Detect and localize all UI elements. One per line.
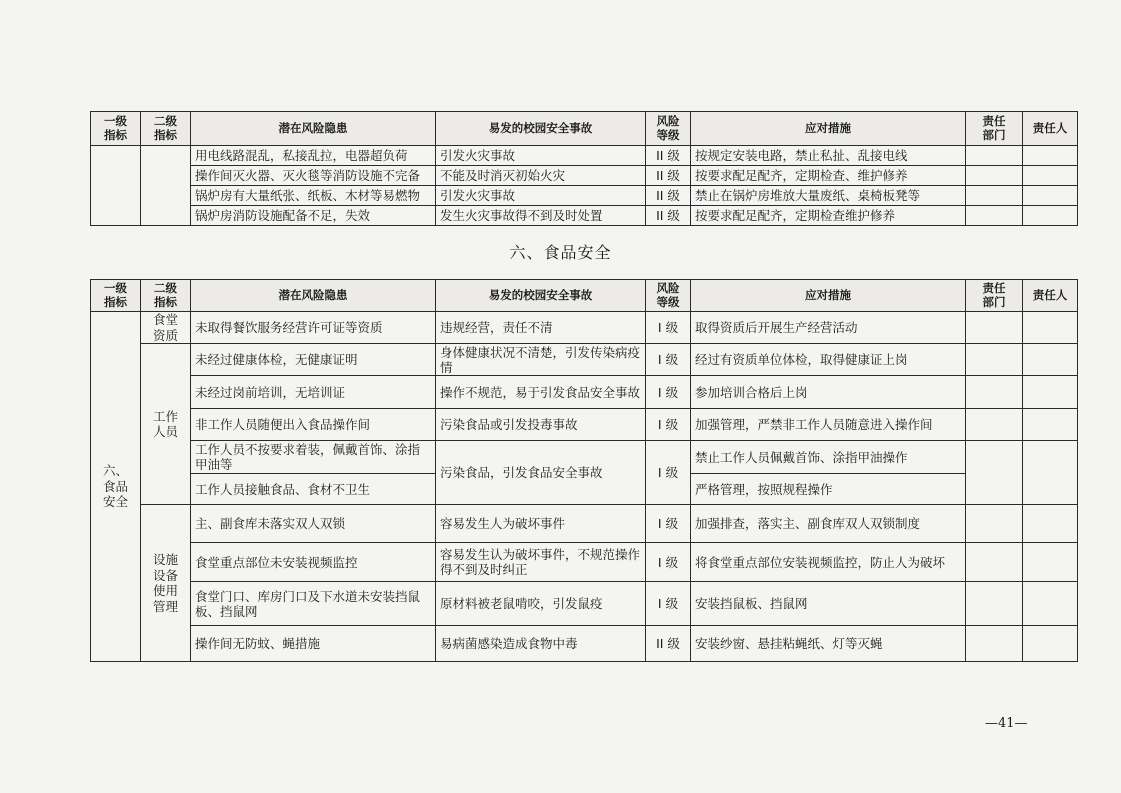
measure-cell: 将食堂重点部位安装视频监控，防止人为破坏	[691, 543, 966, 582]
measure-cell: 禁止在锅炉房堆放大量废纸、桌椅板凳等	[691, 186, 966, 206]
dept-cell	[966, 505, 1023, 543]
risk-cell: I 级	[646, 344, 691, 376]
level2-qualification: 食堂 资质	[141, 312, 191, 344]
accident-cell: 污染食品，引发食品安全事故	[436, 441, 646, 505]
table-row	[91, 376, 1078, 409]
measure-cell: 按要求配足配齐，定期检查维护修养	[691, 206, 966, 226]
header-person: 责任人	[1023, 112, 1078, 146]
table-row	[91, 582, 1078, 626]
dept-cell	[966, 582, 1023, 626]
risk-cell: I 级	[646, 505, 691, 543]
dept-cell	[966, 344, 1023, 376]
header-level2: 二级 指标	[141, 280, 191, 312]
measure-cell: 禁止工作人员佩戴首饰、涂指甲油操作	[691, 441, 966, 474]
dept-cell	[966, 441, 1023, 505]
section-title: 六、食品安全	[509, 243, 612, 262]
person-cell	[1023, 312, 1078, 344]
person-cell	[1023, 206, 1078, 226]
person-cell	[1023, 186, 1078, 206]
dept-cell	[966, 626, 1023, 662]
table-row	[91, 626, 1078, 662]
hazard-cell: 工作人员不按要求着装，佩戴首饰、涂指甲油等	[191, 441, 436, 474]
table-row	[91, 543, 1078, 582]
table-header-row	[91, 112, 1078, 146]
hazard-cell: 未经过健康体检，无健康证明	[191, 344, 436, 376]
dept-cell	[966, 543, 1023, 582]
measure-cell: 按要求配足配齐，定期检查、维护修养	[691, 166, 966, 186]
person-cell	[1023, 505, 1078, 543]
risk-cell: I 级	[646, 543, 691, 582]
measure-cell: 安装纱窗、悬挂粘蝇纸、灯等灭蝇	[691, 626, 966, 662]
accident-cell: 发生火灾事故得不到及时处置	[436, 206, 646, 226]
level2-facility: 设施 设备 使用 管理	[141, 505, 191, 662]
header-measure: 应对措施	[691, 280, 966, 312]
accident-cell: 原材料被老鼠啃咬，引发鼠疫	[436, 582, 646, 626]
table-row	[91, 344, 1078, 376]
header-level1: 一级 指标	[91, 280, 141, 312]
person-cell	[1023, 543, 1078, 582]
header-dept: 责任 部门	[966, 280, 1023, 312]
page-number: —41—	[985, 716, 1028, 731]
dept-cell	[966, 146, 1023, 166]
header-person: 责任人	[1023, 280, 1078, 312]
level1-food-safety: 六、 食品 安全	[91, 312, 141, 662]
table-row	[91, 186, 1078, 206]
accident-cell: 操作不规范，易于引发食品安全事故	[436, 376, 646, 409]
risk-cell: I 级	[646, 312, 691, 344]
dept-cell	[966, 409, 1023, 441]
person-cell	[1023, 376, 1078, 409]
hazard-cell: 操作间灭火器、灭火毯等消防设施不完备	[191, 166, 436, 186]
hazard-cell: 工作人员接触食品、食材不卫生	[191, 474, 436, 505]
dept-cell	[966, 186, 1023, 206]
risk-cell: I 级	[646, 441, 691, 505]
hazard-cell: 食堂重点部位未安装视频监控	[191, 543, 436, 582]
hazard-cell: 主、副食库未落实双人双锁	[191, 505, 436, 543]
dept-cell	[966, 376, 1023, 409]
header-accident: 易发的校园安全事故	[436, 112, 646, 146]
header-dept: 责任 部门	[966, 112, 1023, 146]
hazard-cell: 操作间无防蚊、蝇措施	[191, 626, 436, 662]
dept-cell	[966, 206, 1023, 226]
accident-cell: 容易发生认为破坏事件，不规范操作得不到及时纠正	[436, 543, 646, 582]
accident-cell: 易病菌感染造成食物中毒	[436, 626, 646, 662]
table-row	[91, 505, 1078, 543]
header-risk: 风险 等级	[646, 280, 691, 312]
accident-cell: 引发火灾事故	[436, 146, 646, 166]
person-cell	[1023, 441, 1078, 505]
risk-cell: I 级	[646, 409, 691, 441]
table-row	[91, 409, 1078, 441]
person-cell	[1023, 344, 1078, 376]
measure-cell: 严格管理，按照规程操作	[691, 474, 966, 505]
measure-cell: 参加培训合格后上岗	[691, 376, 966, 409]
header-hazard: 潜在风险隐患	[191, 112, 436, 146]
table-row	[91, 166, 1078, 186]
measure-cell: 加强管理，严禁非工作人员随意进入操作间	[691, 409, 966, 441]
header-risk: 风险 等级	[646, 112, 691, 146]
level1-cell-empty	[91, 146, 141, 226]
header-measure: 应对措施	[691, 112, 966, 146]
fire-safety-table-continued	[90, 111, 1078, 226]
hazard-cell: 未经过岗前培训，无培训证	[191, 376, 436, 409]
hazard-cell: 未取得餐饮服务经营许可证等资质	[191, 312, 436, 344]
hazard-cell: 用电线路混乱，私接乱拉，电器超负荷	[191, 146, 436, 166]
person-cell	[1023, 166, 1078, 186]
person-cell	[1023, 409, 1078, 441]
measure-cell: 加强排查，落实主、副食库双人双锁制度	[691, 505, 966, 543]
risk-cell: II 级	[646, 626, 691, 662]
header-level2: 二级 指标	[141, 112, 191, 146]
header-level1: 一级 指标	[91, 112, 141, 146]
risk-cell: II 级	[646, 186, 691, 206]
accident-cell: 引发火灾事故	[436, 186, 646, 206]
risk-cell: I 级	[646, 376, 691, 409]
hazard-cell: 食堂门口、库房门口及下水道未安装挡鼠板、挡鼠网	[191, 582, 436, 626]
risk-cell: II 级	[646, 166, 691, 186]
table-row	[91, 312, 1078, 344]
risk-cell: II 级	[646, 146, 691, 166]
accident-cell: 污染食品或引发投毒事故	[436, 409, 646, 441]
level2-cell-empty	[141, 146, 191, 226]
measure-cell: 安装挡鼠板、挡鼠网	[691, 582, 966, 626]
table-header-row	[91, 280, 1078, 312]
table-row	[91, 146, 1078, 166]
accident-cell: 身体健康状况不清楚，引发传染病疫情	[436, 344, 646, 376]
hazard-cell: 非工作人员随便出入食品操作间	[191, 409, 436, 441]
person-cell	[1023, 582, 1078, 626]
hazard-cell: 锅炉房有大量纸张、纸板、木材等易燃物	[191, 186, 436, 206]
accident-cell: 容易发生人为破坏事件	[436, 505, 646, 543]
header-accident: 易发的校园安全事故	[436, 280, 646, 312]
risk-cell: I 级	[646, 582, 691, 626]
level2-staff: 工作 人员	[141, 344, 191, 505]
table-row	[91, 206, 1078, 226]
person-cell	[1023, 626, 1078, 662]
dept-cell	[966, 312, 1023, 344]
measure-cell: 取得资质后开展生产经营活动	[691, 312, 966, 344]
accident-cell: 不能及时消灭初始火灾	[436, 166, 646, 186]
dept-cell	[966, 166, 1023, 186]
person-cell	[1023, 146, 1078, 166]
table-row	[91, 441, 1078, 474]
accident-cell: 违规经营，责任不清	[436, 312, 646, 344]
risk-cell: II 级	[646, 206, 691, 226]
measure-cell: 按规定安装电路，禁止私扯、乱接电线	[691, 146, 966, 166]
header-hazard: 潜在风险隐患	[191, 280, 436, 312]
food-safety-table	[90, 279, 1078, 662]
hazard-cell: 锅炉房消防设施配备不足，失效	[191, 206, 436, 226]
measure-cell: 经过有资质单位体检，取得健康证上岗	[691, 344, 966, 376]
